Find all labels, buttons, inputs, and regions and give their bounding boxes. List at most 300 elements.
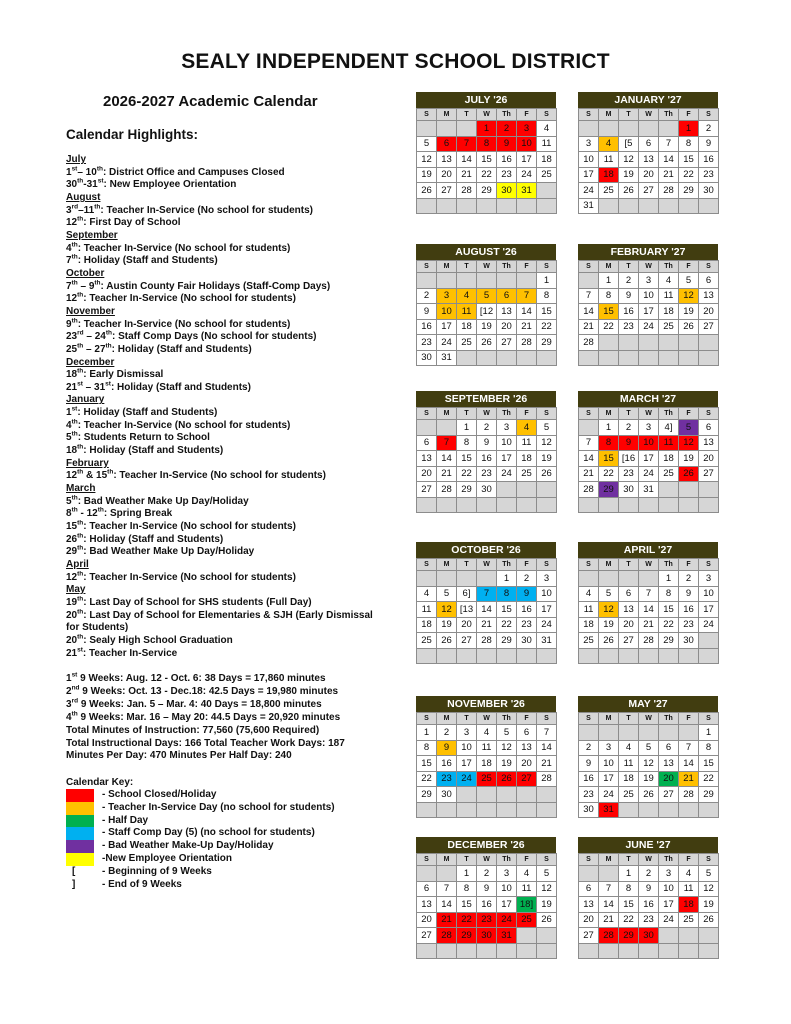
month-heading: March [66, 483, 96, 495]
weekday-header: T [619, 559, 639, 571]
day-cell: 12 [679, 435, 699, 451]
ordinal-suffix: th [77, 177, 84, 185]
day-cell: 5 [679, 273, 699, 289]
day-cell: 18] [517, 897, 537, 913]
day-cell: 16 [477, 897, 497, 913]
day-cell: 25 [477, 771, 497, 787]
empty-cell [517, 482, 537, 498]
empty-cell [537, 497, 557, 513]
day-cell: 9 [699, 136, 719, 152]
month-title: JUNE '27 [578, 837, 718, 853]
month-heading: August [66, 191, 101, 203]
text-part: 20 [66, 609, 78, 621]
day-cell: 5 [699, 866, 719, 882]
day-cell: 29 [477, 183, 497, 199]
weekday-header: M [437, 559, 457, 571]
day-cell: 14 [437, 897, 457, 913]
month-grid [578, 407, 719, 513]
day-cell: 11 [517, 435, 537, 451]
day-cell: 28 [457, 183, 477, 199]
day-cell: 12 [537, 881, 557, 897]
text-part: : Holiday (Staff and Students) [83, 533, 224, 545]
month-grid [578, 558, 719, 664]
day-cell: 19 [417, 167, 437, 183]
day-cell: 22 [457, 912, 477, 928]
month-grid [578, 108, 719, 214]
empty-cell [639, 350, 659, 366]
month-title: JULY '26 [416, 92, 556, 108]
day-cell: 6 [619, 586, 639, 602]
weekday-header: T [619, 261, 639, 273]
day-cell: 1 [679, 121, 699, 137]
day-cell: 25 [599, 183, 619, 199]
event-item [66, 432, 386, 445]
day-cell: 23 [619, 319, 639, 335]
empty-cell [599, 866, 619, 882]
empty-cell [537, 350, 557, 366]
event-item [66, 521, 386, 534]
grading-period-stats [66, 673, 396, 763]
day-cell: 24 [579, 183, 599, 199]
day-cell: 6 [437, 136, 457, 152]
day-cell: 24 [599, 787, 619, 803]
empty-cell [457, 787, 477, 803]
day-cell: 21 [437, 466, 457, 482]
color-swatch [66, 802, 94, 815]
day-cell: 8 [599, 288, 619, 304]
text-part: : Spring Break [103, 508, 173, 520]
empty-cell [457, 350, 477, 366]
day-cell: 12 [639, 756, 659, 772]
empty-cell [537, 787, 557, 803]
key-label: -New Employee Orientation [102, 852, 233, 864]
text-part: : First Day of School [83, 217, 181, 229]
empty-cell [437, 571, 457, 587]
day-cell: 2 [619, 273, 639, 289]
events-list [66, 154, 386, 660]
empty-cell [537, 943, 557, 959]
ordinal-suffix: th [77, 608, 84, 616]
weekday-header: W [639, 408, 659, 420]
day-cell: 8 [477, 136, 497, 152]
day-cell: 19 [537, 451, 557, 467]
day-cell: 29 [699, 787, 719, 803]
weekday-header: M [599, 559, 619, 571]
ordinal-suffix: st [97, 177, 104, 185]
event-item [66, 508, 386, 521]
weekday-header: W [639, 109, 659, 121]
empty-cell [497, 943, 517, 959]
day-cell: 19 [639, 771, 659, 787]
weekday-header: Th [659, 559, 679, 571]
text-part: : Last Day of School for Elementaries & SJH (Early Dismissal for Students) [66, 609, 373, 634]
stat-line [66, 750, 396, 763]
day-cell: 31 [599, 802, 619, 818]
empty-cell [437, 866, 457, 882]
ordinal-suffix: th [77, 570, 84, 578]
text-part: – 31 [82, 381, 106, 393]
day-cell: 7 [437, 435, 457, 451]
day-cell: 1 [457, 420, 477, 436]
text-part: : Holiday (Staff and Students) [83, 445, 224, 457]
text-part: 5 [66, 432, 72, 444]
weekday-header: S [579, 261, 599, 273]
empty-cell [417, 802, 437, 818]
empty-cell [537, 648, 557, 664]
text-part: 9 Weeks: Aug. 12 - Oct. 6: 38 Days = 17,860 minutes [77, 673, 326, 684]
color-swatch [66, 840, 94, 853]
empty-cell [537, 183, 557, 199]
stat-line [66, 686, 396, 699]
month-grid [416, 853, 557, 959]
day-cell: 18 [619, 771, 639, 787]
day-cell: 9 [477, 435, 497, 451]
day-cell: 31 [639, 482, 659, 498]
day-cell: 17 [579, 167, 599, 183]
day-cell: 4 [537, 121, 557, 137]
text-part: 1 [66, 166, 72, 178]
color-swatch [66, 853, 94, 866]
text-part: : Holiday (Staff and Students) [77, 255, 218, 267]
day-cell: 1 [699, 725, 719, 741]
weekday-header: M [437, 109, 457, 121]
day-cell: 31 [517, 183, 537, 199]
empty-cell [679, 802, 699, 818]
day-cell: 7 [639, 586, 659, 602]
day-cell: 27 [659, 787, 679, 803]
event-item [66, 496, 386, 509]
day-cell: 22 [457, 466, 477, 482]
day-cell: 13 [619, 602, 639, 618]
empty-cell [619, 571, 639, 587]
day-cell: 22 [619, 912, 639, 928]
empty-cell [477, 198, 497, 214]
empty-cell [599, 350, 619, 366]
day-cell: 17 [639, 451, 659, 467]
day-cell: 15 [659, 602, 679, 618]
text-part: : New Employee Orientation [103, 179, 237, 191]
day-cell: 7 [659, 136, 679, 152]
event-item [66, 648, 386, 661]
day-cell: 28 [437, 482, 457, 498]
day-cell: 14 [457, 152, 477, 168]
day-cell: 5 [599, 586, 619, 602]
ordinal-suffix: th [96, 165, 103, 173]
day-cell: 13 [437, 152, 457, 168]
empty-cell [517, 928, 537, 944]
text-part: 3 [66, 204, 72, 216]
day-cell: 17 [457, 756, 477, 772]
weekday-header: T [457, 261, 477, 273]
day-cell: 3 [497, 420, 517, 436]
day-cell: 15 [599, 304, 619, 320]
text-part: : Sealy High School Graduation [83, 634, 233, 646]
empty-cell [679, 335, 699, 351]
district-title: SEALY INDEPENDENT SCHOOL DISTRICT [181, 50, 610, 73]
text-part: : Teacher In-Service (No school for students) [77, 318, 291, 330]
empty-cell [457, 497, 477, 513]
empty-cell [639, 648, 659, 664]
month-grid [416, 558, 557, 664]
text-part: : Teacher In-Service (No school for students) [83, 293, 296, 305]
empty-cell [537, 198, 557, 214]
day-cell: 12 [619, 152, 639, 168]
ordinal-suffix: rd [71, 203, 79, 211]
weekday-header: S [537, 854, 557, 866]
weekday-header: Th [659, 109, 679, 121]
empty-cell [599, 497, 619, 513]
day-cell: 21 [679, 771, 699, 787]
calendar-december-2026 [416, 837, 556, 959]
text-part: 30 [66, 179, 78, 191]
weekday-header: T [619, 109, 639, 121]
day-cell: 7 [679, 740, 699, 756]
day-cell: 13 [699, 288, 719, 304]
month-heading: November [66, 305, 115, 317]
empty-cell [579, 571, 599, 587]
empty-cell [599, 725, 619, 741]
day-cell: 21 [477, 617, 497, 633]
empty-cell [477, 943, 497, 959]
empty-cell [639, 943, 659, 959]
day-cell: 14 [517, 304, 537, 320]
day-cell: 25 [537, 167, 557, 183]
event-item [66, 382, 386, 395]
day-cell: 16 [639, 897, 659, 913]
day-cell: 12 [417, 152, 437, 168]
day-cell: 11 [457, 304, 477, 320]
day-cell: 20 [659, 771, 679, 787]
text-part: : Holiday (Staff and Students) [110, 381, 251, 393]
text-part: 21 [66, 381, 78, 393]
day-cell: 1 [599, 420, 619, 436]
empty-cell [579, 273, 599, 289]
text-part: 23 [66, 331, 78, 343]
weekday-header: W [477, 559, 497, 571]
empty-cell [579, 866, 599, 882]
day-cell: 10 [517, 136, 537, 152]
day-cell: 6 [699, 420, 719, 436]
weekday-header: M [437, 854, 457, 866]
empty-cell [497, 198, 517, 214]
calendar-november-2026 [416, 696, 556, 818]
text-part: 3 [66, 698, 72, 710]
weekday-header: S [417, 408, 437, 420]
day-cell: 5 [537, 420, 557, 436]
event-item [66, 597, 386, 610]
empty-cell [699, 648, 719, 664]
empty-cell [659, 928, 679, 944]
day-cell: 23 [579, 787, 599, 803]
text-part: 26 [66, 533, 78, 545]
day-cell: 23 [699, 167, 719, 183]
day-cell: 9 [497, 136, 517, 152]
empty-cell [457, 648, 477, 664]
empty-cell [579, 420, 599, 436]
event-item [66, 255, 386, 268]
weekday-header: Th [659, 713, 679, 725]
empty-cell [437, 648, 457, 664]
month-title: JANUARY '27 [578, 92, 718, 108]
empty-cell [679, 943, 699, 959]
day-cell: 12 [599, 602, 619, 618]
weekday-header: Th [497, 559, 517, 571]
empty-cell [417, 943, 437, 959]
day-cell: 21 [517, 319, 537, 335]
day-cell: 19 [679, 451, 699, 467]
day-cell: 14 [659, 152, 679, 168]
day-cell: 10 [599, 756, 619, 772]
day-cell: 12 [699, 881, 719, 897]
empty-cell [537, 928, 557, 944]
empty-cell [497, 802, 517, 818]
ordinal-suffix: nd [71, 684, 80, 692]
calendar-july-2026 [416, 92, 556, 214]
calendar-october-2026 [416, 542, 556, 664]
weekday-header: W [477, 261, 497, 273]
empty-cell [497, 350, 517, 366]
day-cell: 26 [537, 912, 557, 928]
day-cell: 28 [437, 928, 457, 944]
day-cell: 30 [437, 787, 457, 803]
weekday-header: S [537, 109, 557, 121]
weekday-header: S [417, 559, 437, 571]
calendar-june-2027 [578, 837, 718, 959]
weekday-header: W [477, 408, 497, 420]
day-cell: 17 [497, 897, 517, 913]
day-cell: 16 [477, 451, 497, 467]
ordinal-suffix: th [71, 418, 78, 426]
key-row [66, 878, 182, 892]
day-cell: 21 [457, 167, 477, 183]
day-cell: 6 [639, 136, 659, 152]
weekday-header: S [579, 559, 599, 571]
weekday-header: S [579, 713, 599, 725]
day-cell: 10 [699, 586, 719, 602]
event-item [66, 167, 386, 180]
key-label: - Bad Weather Make-Up Day/Holiday [102, 840, 274, 852]
key-row [66, 865, 212, 879]
text-part: Total Instructional Days: 166 Total Teacher Work Days: 187 [66, 737, 345, 749]
empty-cell [457, 121, 477, 137]
weekday-header: Th [497, 261, 517, 273]
empty-cell [437, 497, 457, 513]
empty-cell [659, 802, 679, 818]
ordinal-suffix: th [105, 329, 113, 337]
day-cell: 27 [417, 482, 437, 498]
highlights-title: Calendar Highlights: [66, 127, 199, 142]
calendar-key-title: Calendar Key: [66, 777, 134, 788]
day-cell: 12 [437, 602, 457, 618]
day-cell: 30 [699, 183, 719, 199]
month-title: FEBRUARY '27 [578, 244, 718, 260]
day-cell: 24 [639, 319, 659, 335]
weekday-header: W [477, 713, 497, 725]
empty-cell [639, 198, 659, 214]
day-cell: 3 [639, 420, 659, 436]
weekday-header: T [619, 408, 639, 420]
day-cell: 22 [659, 617, 679, 633]
day-cell: 31 [497, 928, 517, 944]
empty-cell [639, 335, 659, 351]
day-cell: 23 [417, 335, 437, 351]
ordinal-suffix: th [97, 507, 104, 515]
month-title: SEPTEMBER '26 [416, 391, 556, 407]
event-item [66, 369, 386, 382]
day-cell: 31 [437, 350, 457, 366]
text-part: 4 [66, 419, 72, 431]
day-cell: 11 [679, 881, 699, 897]
weekday-header: Th [497, 408, 517, 420]
day-cell: 3 [517, 121, 537, 137]
day-cell: 25 [517, 466, 537, 482]
weekday-header: F [517, 559, 537, 571]
weekday-header: M [437, 408, 457, 420]
empty-cell [457, 571, 477, 587]
day-cell: 1 [659, 571, 679, 587]
text-part: 9 Weeks: Jan. 5 – Mar. 4: 40 Days = 18,800 minutes [78, 698, 322, 710]
empty-cell [477, 571, 497, 587]
day-cell: 7 [457, 136, 477, 152]
day-cell: 4 [579, 586, 599, 602]
day-cell: [13 [457, 602, 477, 618]
day-cell: 17 [699, 602, 719, 618]
day-cell: 26 [699, 912, 719, 928]
text-part: : Teacher In-Service (No school for students) [100, 204, 313, 216]
empty-cell [699, 928, 719, 944]
day-cell: 10 [639, 288, 659, 304]
day-cell: 19 [679, 304, 699, 320]
day-cell: 18 [517, 451, 537, 467]
event-item [66, 572, 386, 585]
text-part: : Bad Weather Make Up Day/Holiday [83, 546, 255, 558]
empty-cell [679, 482, 699, 498]
day-cell: 10 [457, 740, 477, 756]
day-cell: 16 [679, 602, 699, 618]
day-cell: 14 [679, 756, 699, 772]
day-cell: 18 [537, 152, 557, 168]
day-cell: 26 [619, 183, 639, 199]
weekday-header: S [417, 713, 437, 725]
text-part: : Staff Comp Days (No school for students) [112, 331, 317, 343]
empty-cell [417, 497, 437, 513]
text-part: 1 [66, 673, 72, 684]
text-part: 8 [66, 508, 72, 520]
empty-cell [639, 497, 659, 513]
weekday-header: Th [497, 854, 517, 866]
day-cell: 21 [579, 466, 599, 482]
day-cell: 29 [417, 787, 437, 803]
weekday-header: W [639, 559, 659, 571]
day-cell: 3 [659, 866, 679, 882]
empty-cell [699, 497, 719, 513]
ordinal-suffix: th [71, 507, 78, 515]
day-cell: 15 [619, 897, 639, 913]
ordinal-suffix: th [71, 279, 78, 287]
day-cell: 24 [517, 167, 537, 183]
empty-cell [579, 648, 599, 664]
day-cell: 22 [679, 167, 699, 183]
text-part: – 24 [83, 331, 106, 343]
day-cell: 12 [679, 288, 699, 304]
text-part: : Austin County Fair Holidays (Staff-Comp Days) [100, 280, 331, 292]
day-cell: 27 [497, 335, 517, 351]
weekday-header: W [477, 109, 497, 121]
empty-cell [477, 802, 497, 818]
calendar-key [66, 776, 335, 891]
day-cell: 9 [639, 881, 659, 897]
empty-cell [417, 198, 437, 214]
